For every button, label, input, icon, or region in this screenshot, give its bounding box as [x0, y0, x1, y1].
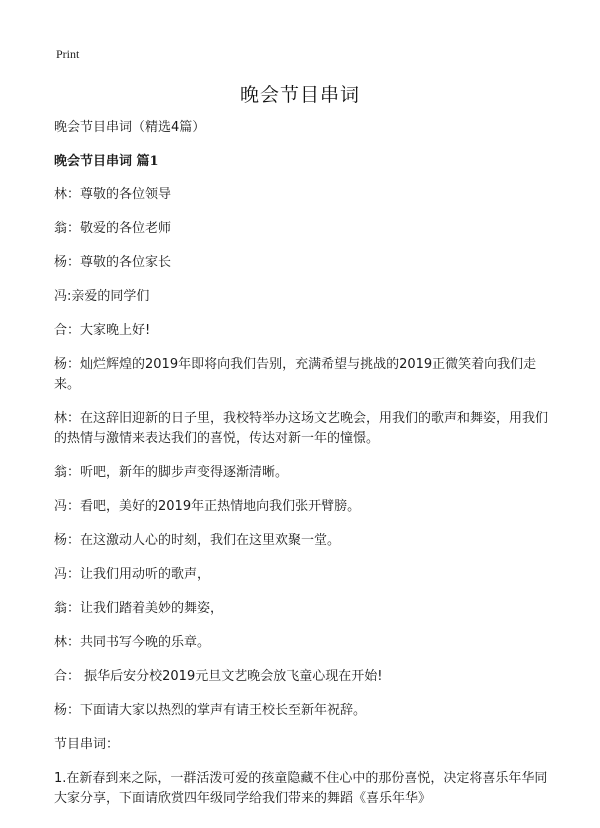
document-subtitle: 晚会节目串词（精选4篇） — [54, 120, 206, 135]
script-line: 合： 振华后安分校2019元旦文艺晚会放飞童心现在开始! — [54, 669, 383, 684]
script-line: 林：共同书写今晚的乐章。 — [54, 635, 211, 650]
script-line: 林：在这辞旧迎新的日子里，我校特举办这场文艺晚会，用我们的歌声和舞姿，用我们的热情与激情来表达我们的喜悦，传达对新一年的憧憬。 — [54, 411, 549, 446]
script-line: 冯：看吧，美好的2019年正热情地向我们张开臂膀。 — [54, 499, 361, 514]
document-body — [54, 118, 554, 823]
page-title: 晚会节目串词 — [239, 84, 360, 106]
script-line: 杨：灿烂辉煌的2019年即将向我们告别，充满希望与挑战的2019正微笑着向我们走来。 — [54, 357, 537, 392]
script-line: 翁：听吧，新年的脚步声变得逐渐清晰。 — [54, 465, 289, 480]
script-line: 杨：在这激动人心的时刻，我们在这里欢聚一堂。 — [54, 533, 341, 548]
section-label: 节目串词： — [54, 737, 120, 752]
script-line: 翁：敬爱的各位老师 — [54, 221, 172, 236]
script-line: 杨：尊敬的各位家长 — [54, 255, 172, 270]
script-line: 冯:亲爱的同学们 — [54, 289, 150, 304]
program-item: 1.在新春到来之际，一群活泼可爱的孩童隐藏不住心中的那份喜悦，决定将喜乐年华同大家分享，下面请欣赏四年级同学给我们带来的舞蹈《喜乐年华》 — [54, 771, 548, 806]
script-line: 合：大家晚上好! — [54, 323, 151, 338]
script-line: 杨：下面请大家以热烈的掌声有请王校长至新年祝辞。 — [54, 703, 367, 718]
script-line: 冯：让我们用动听的歌声， — [54, 567, 211, 582]
section-title: 晚会节目串词 篇1 — [54, 154, 159, 169]
script-line: 林：尊敬的各位领导 — [54, 187, 172, 202]
script-line: 翁：让我们踏着美妙的舞姿， — [54, 601, 224, 616]
print-label: Print — [56, 47, 80, 61]
